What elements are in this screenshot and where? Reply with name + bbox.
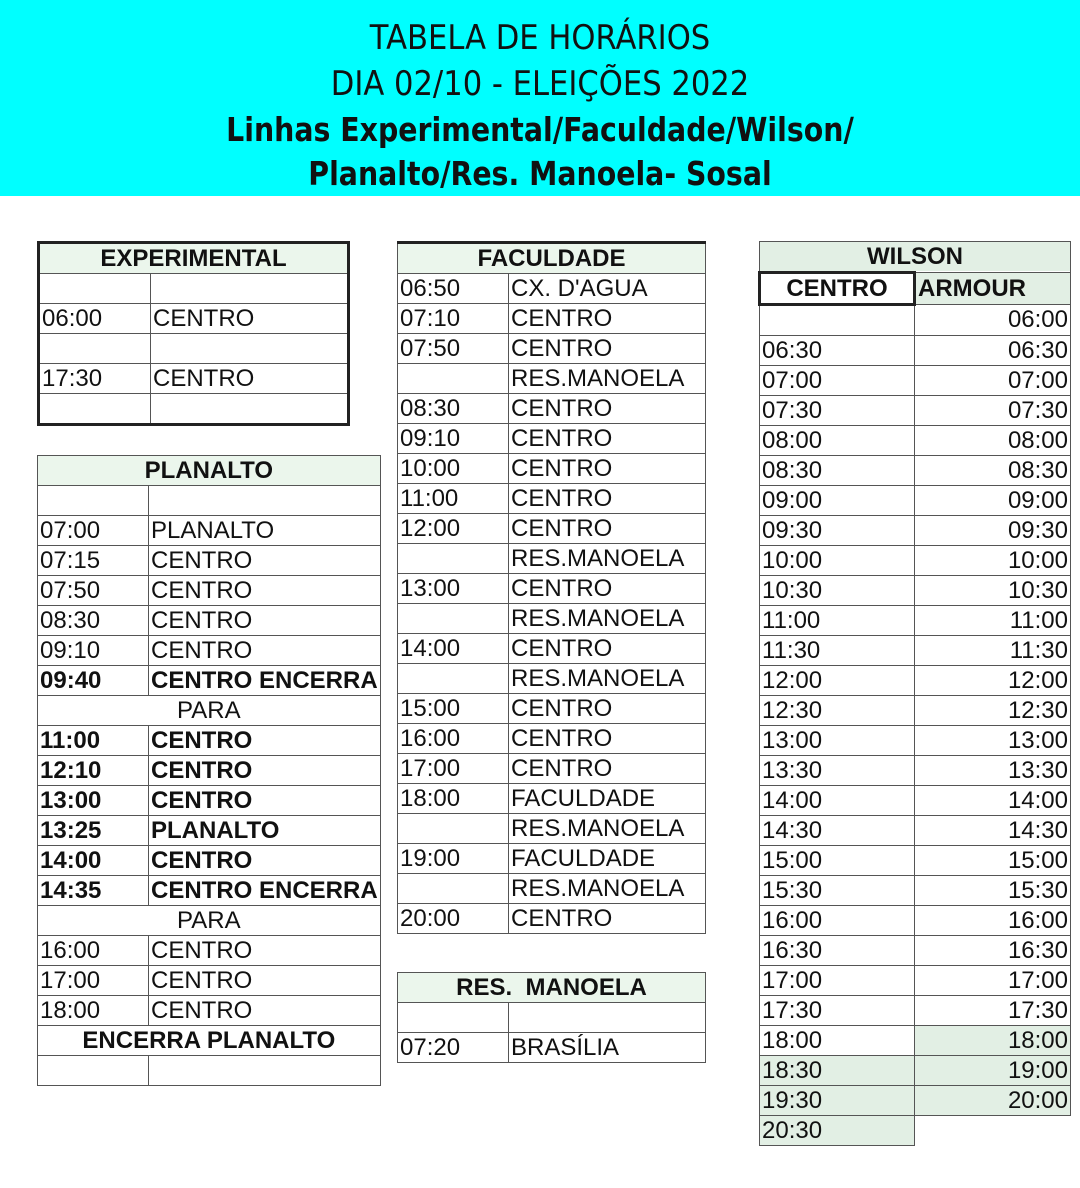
planalto-dest: CENTRO: [149, 846, 381, 876]
planalto-time: 13:00: [38, 786, 149, 816]
wilson-armour-time: 15:00: [915, 846, 1071, 876]
planalto-time: 14:00: [38, 846, 149, 876]
manoela-dest: [509, 1003, 706, 1033]
faculdade-dest: CENTRO: [509, 904, 706, 934]
planalto-time: 12:10: [38, 756, 149, 786]
wilson-centro-time: 16:00: [760, 906, 915, 936]
faculdade-time: 18:00: [398, 784, 509, 814]
faculdade-time: [398, 604, 509, 634]
wilson-armour-time: 20:00: [915, 1086, 1071, 1116]
wilson-centro-time: 17:00: [760, 966, 915, 996]
faculdade-dest: CENTRO: [509, 514, 706, 544]
wilson-table: [758, 241, 1071, 1146]
wilson-armour-time: 16:30: [915, 936, 1071, 966]
manoela-time: 07:20: [398, 1033, 509, 1063]
wilson-armour-time: 11:00: [915, 606, 1071, 636]
wilson-centro-time: 14:00: [760, 786, 915, 816]
planalto-time: 09:40: [38, 666, 149, 696]
wilson-armour-time: 13:30: [915, 756, 1071, 786]
header-title: TABELA DE HORÁRIOS: [369, 18, 711, 58]
wilson-centro-time: 19:30: [760, 1086, 915, 1116]
planalto-dest: CENTRO: [149, 546, 381, 576]
planalto-dest: CENTRO: [149, 996, 381, 1026]
faculdade-dest: FACULDADE: [509, 844, 706, 874]
faculdade-dest: RES.MANOELA: [509, 814, 706, 844]
wilson-armour-time: 12:30: [915, 696, 1071, 726]
faculdade-time: 07:50: [398, 334, 509, 364]
planalto-dest: CENTRO: [149, 786, 381, 816]
planalto-time: 14:35: [38, 876, 149, 906]
faculdade-dest: CENTRO: [509, 304, 706, 334]
faculdade-time: 12:00: [398, 514, 509, 544]
experimental-time: [39, 334, 151, 364]
planalto-note: PARA: [38, 906, 381, 936]
planalto-dest: CENTRO: [149, 756, 381, 786]
wilson-centro-time: 07:30: [760, 396, 915, 426]
experimental-dest: [151, 394, 349, 425]
planalto-dest: CENTRO: [149, 936, 381, 966]
faculdade-dest: CENTRO: [509, 724, 706, 754]
experimental-title: EXPERIMENTAL: [39, 243, 349, 274]
faculdade-time: [398, 664, 509, 694]
experimental-time: [39, 274, 151, 304]
planalto-dest: CENTRO: [149, 606, 381, 636]
faculdade-time: [398, 814, 509, 844]
wilson-armour-time: 12:00: [915, 666, 1071, 696]
manoela-table: [397, 972, 706, 1063]
wilson-armour-time: 14:00: [915, 786, 1071, 816]
wilson-centro-time: 08:00: [760, 426, 915, 456]
wilson-centro-time: 17:30: [760, 996, 915, 1026]
faculdade-dest: CENTRO: [509, 454, 706, 484]
wilson-col-armour: ARMOUR: [915, 273, 1071, 305]
experimental-time: [39, 394, 151, 425]
experimental-time: 06:00: [39, 304, 151, 334]
faculdade-time: 17:00: [398, 754, 509, 784]
wilson-centro-time: 11:00: [760, 606, 915, 636]
wilson-armour-time: 17:30: [915, 996, 1071, 1026]
planalto-dest: PLANALTO: [149, 516, 381, 546]
wilson-armour-time: 15:30: [915, 876, 1071, 906]
wilson-centro-time: 10:30: [760, 576, 915, 606]
wilson-centro-time: 13:00: [760, 726, 915, 756]
wilson-centro-time: 09:30: [760, 516, 915, 546]
header-date: DIA 02/10 - ELEIÇÕES 2022: [330, 64, 750, 104]
faculdade-time: 07:10: [398, 304, 509, 334]
wilson-centro-time: [760, 305, 915, 336]
faculdade-table: [397, 241, 706, 934]
wilson-armour-time: 18:00: [915, 1026, 1071, 1056]
planalto-dest: CENTRO ENCERRA: [149, 876, 381, 906]
faculdade-dest: CENTRO: [509, 754, 706, 784]
faculdade-dest: CENTRO: [509, 334, 706, 364]
faculdade-dest: RES.MANOELA: [509, 364, 706, 394]
wilson-centro-time: 14:30: [760, 816, 915, 846]
planalto-dest: PLANALTO: [149, 816, 381, 846]
faculdade-time: 15:00: [398, 694, 509, 724]
wilson-armour-time: 09:30: [915, 516, 1071, 546]
wilson-armour-time: 06:00: [915, 305, 1071, 336]
planalto-dest: CENTRO: [149, 966, 381, 996]
faculdade-dest: RES.MANOELA: [509, 664, 706, 694]
wilson-armour-time: 06:30: [915, 336, 1071, 366]
wilson-armour-time: 16:00: [915, 906, 1071, 936]
planalto-time: 08:30: [38, 606, 149, 636]
faculdade-dest: CENTRO: [509, 394, 706, 424]
faculdade-time: 20:00: [398, 904, 509, 934]
faculdade-time: 06:50: [398, 274, 509, 304]
planalto-dest: [149, 486, 381, 516]
wilson-centro-time: 06:30: [760, 336, 915, 366]
wilson-centro-time: 11:30: [760, 636, 915, 666]
planalto-time: 07:15: [38, 546, 149, 576]
faculdade-time: 19:00: [398, 844, 509, 874]
faculdade-dest: CENTRO: [509, 694, 706, 724]
manoela-dest: BRASÍLIA: [509, 1033, 706, 1063]
planalto-dest: CENTRO: [149, 576, 381, 606]
wilson-armour-time: 10:30: [915, 576, 1071, 606]
wilson-centro-time: 10:00: [760, 546, 915, 576]
faculdade-dest: RES.MANOELA: [509, 874, 706, 904]
planalto-time: 07:50: [38, 576, 149, 606]
planalto-dest: CENTRO: [149, 636, 381, 666]
wilson-armour-time: 07:30: [915, 396, 1071, 426]
wilson-armour-time: 13:00: [915, 726, 1071, 756]
faculdade-dest: RES.MANOELA: [509, 604, 706, 634]
faculdade-title: FACULDADE: [398, 243, 706, 274]
faculdade-time: [398, 544, 509, 574]
planalto-table: [37, 455, 381, 1086]
experimental-dest: [151, 274, 349, 304]
manoela-time: [398, 1003, 509, 1033]
wilson-armour-time: [915, 1116, 1071, 1146]
wilson-centro-time: 18:00: [760, 1026, 915, 1056]
wilson-centro-time: 15:30: [760, 876, 915, 906]
faculdade-time: [398, 874, 509, 904]
wilson-title: WILSON: [760, 242, 1071, 273]
wilson-armour-time: 17:00: [915, 966, 1071, 996]
wilson-centro-time: 18:30: [760, 1056, 915, 1086]
faculdade-time: 08:30: [398, 394, 509, 424]
header-lines-2: Planalto/Res. Manoela- Sosal: [308, 154, 772, 193]
wilson-armour-time: 09:00: [915, 486, 1071, 516]
faculdade-dest: CENTRO: [509, 574, 706, 604]
faculdade-dest: CENTRO: [509, 634, 706, 664]
wilson-col-centro: CENTRO: [760, 273, 915, 305]
faculdade-time: 14:00: [398, 634, 509, 664]
planalto-note: ENCERRA PLANALTO: [38, 1026, 381, 1056]
wilson-centro-time: 20:30: [760, 1116, 915, 1146]
wilson-centro-time: 16:30: [760, 936, 915, 966]
planalto-dest: [149, 1056, 381, 1086]
faculdade-dest: CX. D'AGUA: [509, 274, 706, 304]
wilson-centro-time: 15:00: [760, 846, 915, 876]
faculdade-time: 13:00: [398, 574, 509, 604]
wilson-armour-time: 07:00: [915, 366, 1071, 396]
planalto-time: 11:00: [38, 726, 149, 756]
faculdade-time: 09:10: [398, 424, 509, 454]
planalto-dest: CENTRO ENCERRA: [149, 666, 381, 696]
wilson-armour-time: 08:00: [915, 426, 1071, 456]
experimental-dest: CENTRO: [151, 304, 349, 334]
planalto-title: PLANALTO: [38, 456, 381, 486]
wilson-armour-time: 11:30: [915, 636, 1071, 666]
wilson-centro-time: 09:00: [760, 486, 915, 516]
planalto-time: 07:00: [38, 516, 149, 546]
experimental-time: 17:30: [39, 364, 151, 394]
wilson-armour-time: 19:00: [915, 1056, 1071, 1086]
faculdade-time: 11:00: [398, 484, 509, 514]
planalto-note: PARA: [38, 696, 381, 726]
page-header: [0, 0, 1080, 196]
experimental-dest: CENTRO: [151, 364, 349, 394]
wilson-centro-time: 12:30: [760, 696, 915, 726]
faculdade-dest: RES.MANOELA: [509, 544, 706, 574]
wilson-centro-time: 13:30: [760, 756, 915, 786]
faculdade-dest: CENTRO: [509, 424, 706, 454]
wilson-centro-time: 12:00: [760, 666, 915, 696]
planalto-time: 09:10: [38, 636, 149, 666]
manoela-title: RES. MANOELA: [398, 973, 706, 1003]
faculdade-time: 16:00: [398, 724, 509, 754]
wilson-centro-time: 07:00: [760, 366, 915, 396]
wilson-armour-time: 14:30: [915, 816, 1071, 846]
planalto-time: 18:00: [38, 996, 149, 1026]
wilson-armour-time: 10:00: [915, 546, 1071, 576]
faculdade-time: [398, 364, 509, 394]
planalto-time: [38, 1056, 149, 1086]
faculdade-dest: CENTRO: [509, 484, 706, 514]
planalto-time: 17:00: [38, 966, 149, 996]
planalto-dest: CENTRO: [149, 726, 381, 756]
faculdade-time: 10:00: [398, 454, 509, 484]
wilson-centro-time: 08:30: [760, 456, 915, 486]
planalto-time: 13:25: [38, 816, 149, 846]
faculdade-dest: FACULDADE: [509, 784, 706, 814]
wilson-armour-time: 08:30: [915, 456, 1071, 486]
experimental-table: [37, 241, 350, 426]
planalto-time: [38, 486, 149, 516]
experimental-dest: [151, 334, 349, 364]
planalto-time: 16:00: [38, 936, 149, 966]
header-lines-1: Linhas Experimental/Faculdade/Wilson/: [226, 110, 854, 149]
